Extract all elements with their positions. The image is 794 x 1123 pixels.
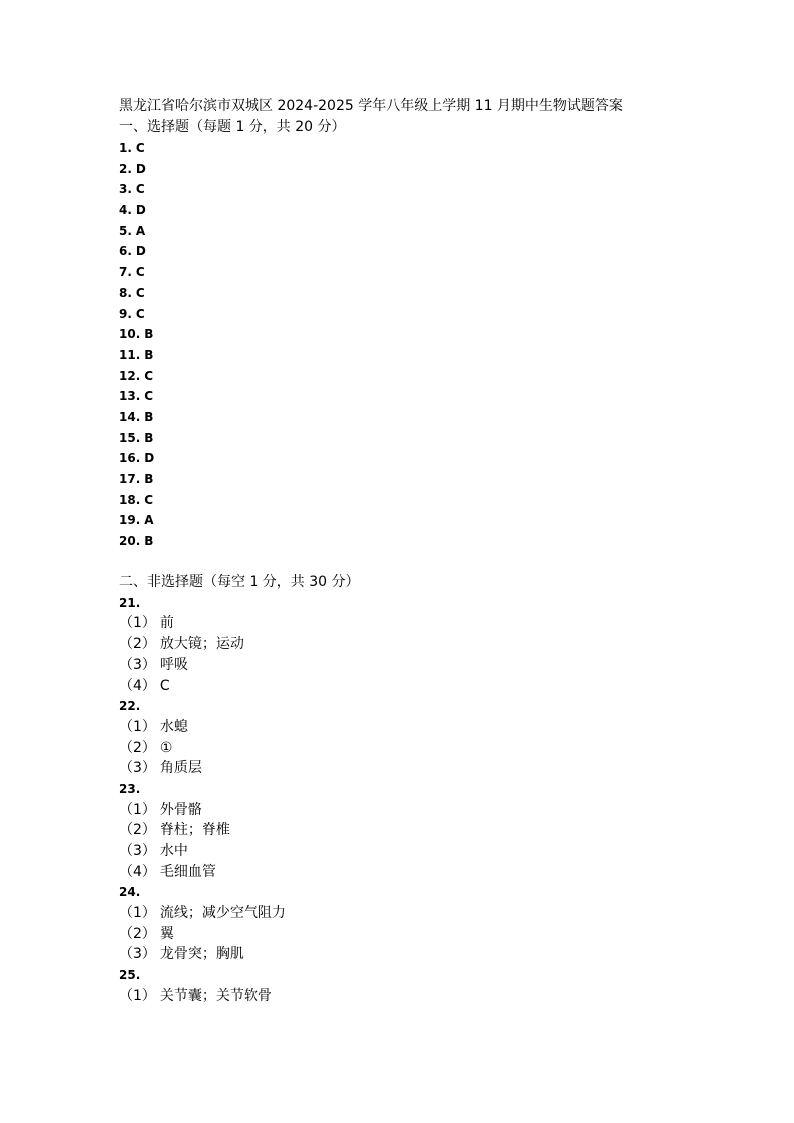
question-number: 13. — [119, 389, 141, 404]
sub-answer — [119, 924, 759, 945]
answer-letter: D — [144, 451, 155, 466]
question-block — [119, 593, 759, 696]
section-heading-choice: 一、选择题（每题 1 分，共 20 分） — [119, 119, 346, 135]
sub-answer-text: 前 — [159, 615, 174, 632]
choice-answer-item — [119, 304, 759, 325]
sub-answer — [119, 717, 759, 738]
sub-answer-text: 翼 — [159, 925, 174, 942]
sub-question-label: （1） — [119, 718, 156, 735]
answer-letter: C — [144, 389, 154, 404]
question-number: 23. — [119, 781, 141, 796]
sub-question-label: （3） — [119, 946, 156, 963]
question-number: 5. — [119, 223, 132, 238]
sub-answer — [119, 676, 759, 697]
answer-letter: B — [144, 347, 154, 362]
sub-answer-text: 放大镜；运动 — [159, 636, 244, 653]
sub-question-label: （3） — [119, 843, 156, 859]
choice-answer-item — [119, 221, 759, 242]
choice-answer-item — [119, 283, 759, 304]
question-block — [119, 696, 759, 779]
sub-answer-text: 呼吸 — [159, 656, 188, 673]
answer-letter: C — [144, 492, 154, 507]
choice-answer-item — [119, 324, 759, 345]
sub-answer — [119, 944, 759, 965]
question-number: 4. — [119, 203, 132, 218]
sub-question-label: （2） — [119, 925, 156, 942]
choice-answer-item — [119, 407, 759, 428]
question-number: 19. — [119, 513, 141, 528]
question-number: 9. — [119, 306, 132, 321]
choice-answer-item — [119, 531, 759, 552]
answer-letter: C — [135, 141, 145, 155]
answer-letter: D — [135, 203, 146, 218]
sub-question-label: （3） — [119, 760, 156, 777]
choice-answer-item — [119, 241, 759, 262]
answer-letter: C — [144, 368, 154, 383]
sub-question-label: （4） — [119, 863, 156, 880]
sub-question-label: （1） — [119, 987, 156, 1004]
choice-answer-item — [119, 448, 759, 469]
sub-answer — [119, 903, 759, 924]
sub-answer-text: 水中 — [159, 843, 188, 859]
sub-question-label: （2） — [119, 822, 156, 839]
answer-letter: A — [144, 513, 154, 528]
sub-answer-text: 角质层 — [159, 760, 202, 777]
sub-answer — [119, 800, 759, 821]
choice-answer-item — [119, 179, 759, 200]
choice-answer-item — [119, 490, 759, 511]
answer-letter: A — [135, 223, 146, 238]
sub-answer-text: 毛细血管 — [159, 863, 216, 880]
choice-answer-item — [119, 366, 759, 387]
question-number: 1. — [119, 141, 132, 155]
question-number: 6. — [119, 244, 132, 259]
question-number: 21. — [119, 595, 141, 610]
choice-answer-list — [119, 138, 759, 552]
sub-answer — [119, 841, 759, 862]
question-number: 18. — [119, 492, 141, 507]
sub-answer-text: C — [159, 677, 170, 694]
choice-answer-item — [119, 200, 759, 221]
sub-question-label: （4） — [119, 677, 156, 694]
sub-answer-text: 外骨骼 — [159, 801, 202, 818]
choice-answer-item — [119, 469, 759, 490]
sub-question-label: （2） — [119, 739, 156, 756]
answer-letter: D — [135, 244, 146, 259]
answer-letter: C — [135, 182, 145, 197]
question-block — [119, 965, 759, 1006]
section-heading-nonchoice: 二、非选择题（每空 1 分，共 30 分） — [119, 573, 360, 590]
sub-question-label: （1） — [119, 905, 156, 922]
choice-answer-item — [119, 138, 759, 159]
question-number: 12. — [119, 368, 141, 383]
answer-letter: C — [135, 306, 145, 321]
question-number: 22. — [119, 699, 141, 714]
section-spacer — [119, 552, 759, 572]
choice-answer-item — [119, 159, 759, 180]
sub-answer — [119, 820, 759, 841]
answer-letter: D — [135, 161, 146, 176]
question-number: 14. — [119, 409, 141, 424]
choice-answer-item — [119, 262, 759, 283]
choice-answer-item — [119, 345, 759, 366]
question-number: 8. — [119, 285, 132, 300]
nonchoice-answer-list — [119, 593, 759, 1007]
sub-answer-text: 水螅 — [159, 718, 188, 735]
sub-answer — [119, 758, 759, 779]
answer-letter: C — [135, 285, 145, 300]
sub-answer — [119, 986, 759, 1007]
question-number: 17. — [119, 472, 141, 486]
question-number: 7. — [119, 265, 132, 280]
choice-answer-item — [119, 428, 759, 449]
question-block — [119, 779, 759, 882]
sub-answer-text: 关节囊；关节软骨 — [159, 987, 272, 1004]
question-block — [119, 882, 759, 965]
document-title: 黑龙江省哈尔滨市双城区 2024-2025 学年八年级上学期 11 月期中生物试题答案 — [119, 98, 623, 114]
answer-letter: B — [144, 327, 154, 342]
sub-answer — [119, 738, 759, 759]
sub-question-label: （2） — [119, 636, 156, 653]
answer-letter: B — [144, 430, 154, 445]
sub-question-label: （1） — [119, 801, 156, 818]
question-number: 15. — [119, 430, 141, 445]
question-number: 16. — [119, 451, 141, 466]
sub-answer-text: 流线；减少空气阻力 — [159, 905, 286, 922]
sub-answer — [119, 634, 759, 655]
sub-answer-text: ① — [159, 739, 173, 756]
question-number: 24. — [119, 885, 141, 900]
answer-letter: C — [135, 265, 145, 280]
sub-question-label: （1） — [119, 615, 156, 632]
question-number: 2. — [119, 161, 132, 176]
sub-answer — [119, 862, 759, 883]
choice-answer-item — [119, 386, 759, 407]
question-number: 20. — [119, 534, 141, 549]
sub-answer — [119, 613, 759, 634]
sub-answer-text: 龙骨突；胸肌 — [159, 946, 244, 963]
sub-question-label: （3） — [119, 656, 156, 673]
question-number: 3. — [119, 182, 132, 197]
question-number: 11. — [119, 347, 141, 362]
answer-letter: B — [144, 472, 154, 486]
answer-letter: B — [144, 534, 154, 549]
question-number: 10. — [119, 327, 141, 342]
answer-letter: B — [144, 409, 154, 424]
choice-answer-item — [119, 510, 759, 531]
sub-answer-text: 脊柱；脊椎 — [159, 822, 230, 839]
sub-answer — [119, 655, 759, 676]
answer-document — [119, 96, 759, 1007]
question-number: 25. — [119, 968, 141, 983]
